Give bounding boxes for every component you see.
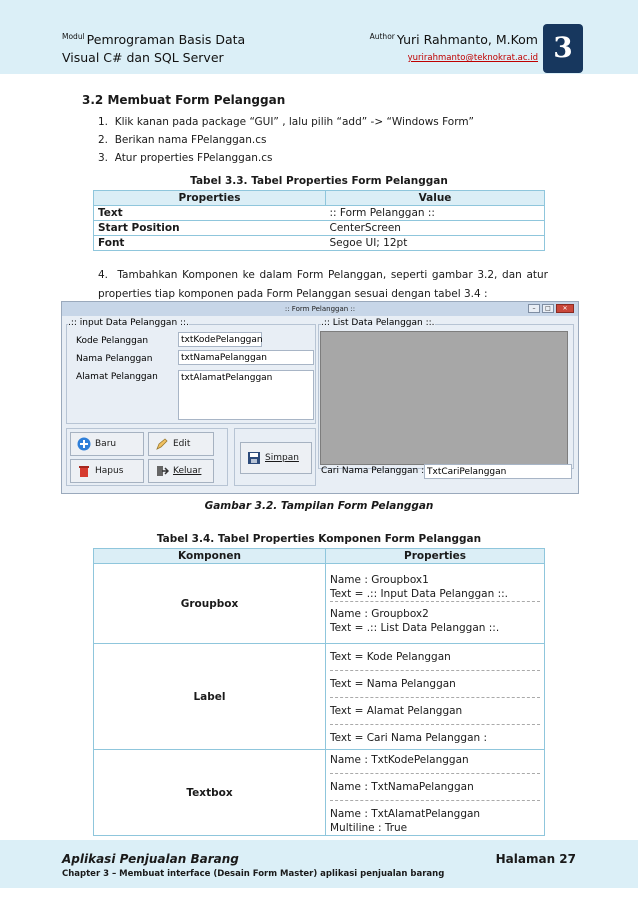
page-footer [0,840,638,888]
form-properties-table [93,190,545,251]
table-cell: Start Position [94,221,326,236]
prop-divider [330,601,540,602]
author-name: Yuri Rahmanto, M.Kom [396,32,538,47]
list-data-grid[interactable] [320,331,568,465]
page-number: Halaman 27 [495,852,576,866]
table34-caption: Tabel 3.4. Tabel Properties Komponen Form Pelanggan [156,533,482,545]
section-heading [82,93,285,107]
table34-header: Komponen [94,549,326,564]
edit-label: Edit [173,439,191,449]
author-info [370,28,538,67]
exit-door-icon [155,464,169,478]
label-nama: Nama Pelanggan [76,354,153,364]
label-alamat: Alamat Pelanggan [76,372,158,382]
prop-line: Name : TxtNamaPelanggan [330,780,474,793]
txt-alamat-pelanggan[interactable]: txtAlamatPelanggan [178,370,314,420]
txt-cari-pelanggan[interactable]: TxtCariPelanggan [424,464,572,479]
prop-line: Name : Groupbox1 [330,573,429,586]
table-cell: Text [94,206,326,221]
table-row [94,236,545,251]
step-list [98,113,474,167]
module-info [62,28,245,67]
prop-line: Text = Alamat Pelanggan [330,705,463,717]
hapus-button[interactable] [70,459,144,483]
table-row [94,206,545,221]
table-cell: Font [94,236,326,251]
prop-line: Name : TxtAlamatPelanggan [330,807,481,820]
label-cari: Cari Nama Pelanggan : [321,466,425,476]
table33-header: Properties [94,191,326,206]
baru-label: Baru [95,439,117,449]
keluar-button[interactable] [148,459,214,483]
window-buttons [528,304,574,313]
groupbox-input-label: .:: input Data Pelanggan ::. [68,318,189,328]
component-props [326,750,545,836]
prop-line: Text = .:: Input Data Pelanggan ::. [330,587,508,600]
table33-caption: Tabel 3.3. Tabel Properties Form Pelanggan [190,175,448,187]
label-kode: Kode Pelanggan [76,336,149,346]
baru-button[interactable] [70,432,144,456]
author-sup: Author [369,32,395,41]
module-subtitle: Visual C# dan SQL Server [62,50,224,65]
modul-sup: Modul [62,32,85,41]
step-item-4: 4. Tambahkan Komponen ke dalam Form Pelanggan, seperti gambar 3.2, dan atur properties tiap komponen pada Form Pelanggan sesuai dengan tabel 3.4 : [98,269,548,300]
table-row [94,644,545,750]
prop-line: Text = .:: List Data Pelanggan ::. [330,621,500,634]
component-name: Groupbox [94,564,326,644]
form-pelanggan-screenshot [61,301,579,494]
prop-line: Multiline : True [330,821,408,834]
author-email[interactable]: yurirahmanto@teknokrat.ac.id [407,53,538,63]
minimize-icon[interactable]: – [528,304,540,313]
prop-line: Name : TxtKodePelanggan [330,753,469,766]
table-cell: CenterScreen [326,221,545,236]
step-item: 3. Atur properties FPelanggan.cs [98,152,273,164]
component-props [326,644,545,750]
component-properties-table [93,548,545,836]
groupbox-list-label: .:: List Data Pelanggan ::. [321,318,435,328]
step-item: 1. Klik kanan pada package “GUI” , lalu pilih “add” -> “Windows Form” [98,116,474,128]
table-row [94,750,545,836]
close-icon[interactable]: ✕ [556,304,574,313]
step-item: 2. Berikan nama FPelanggan.cs [98,134,267,146]
component-name: Textbox [94,750,326,836]
table-row [94,221,545,236]
form-title-bar: :: Form Pelanggan :: [62,302,578,316]
add-icon [77,437,91,451]
component-name: Label [94,644,326,750]
prop-line: Text = Kode Pelanggan [330,651,451,663]
prop-line: Text = Cari Nama Pelanggan : [330,732,488,744]
chapter-number-badge: 3 [543,24,583,73]
maximize-icon[interactable]: □ [542,304,554,313]
footer-chapter: Chapter 3 – Membuat interface (Desain Form Master) aplikasi penjualan barang [62,869,445,879]
module-title: Pemrograman Basis Data [86,32,246,47]
txt-nama-pelanggan[interactable]: txtNamaPelanggan [178,350,314,365]
table-row [94,564,545,644]
section-title: Membuat Form Pelanggan [107,93,286,107]
txt-kode-pelanggan[interactable]: txtKodePelanggan [178,332,262,347]
edit-pencil-icon [155,437,169,451]
page-header [0,0,638,74]
prop-line: Text = Nama Pelanggan [330,678,456,690]
prop-line: Name : Groupbox2 [330,607,429,620]
simpan-button[interactable] [240,442,312,474]
save-disk-icon [247,451,261,465]
table33-header: Value [326,191,545,206]
table-cell: :: Form Pelanggan :: [326,206,545,221]
simpan-label: Simpan [265,453,299,463]
component-props [326,564,545,644]
footer-title: Aplikasi Penjualan Barang [62,852,239,866]
keluar-label: Keluar [173,466,202,476]
table-cell: Segoe UI; 12pt [326,236,545,251]
hapus-label: Hapus [95,466,124,476]
table34-header: Properties [326,549,545,564]
trash-icon [77,464,91,478]
section-number: 3.2 [82,93,104,107]
figure-caption: Gambar 3.2. Tampilan Form Pelanggan [204,500,434,512]
edit-button[interactable] [148,432,214,456]
